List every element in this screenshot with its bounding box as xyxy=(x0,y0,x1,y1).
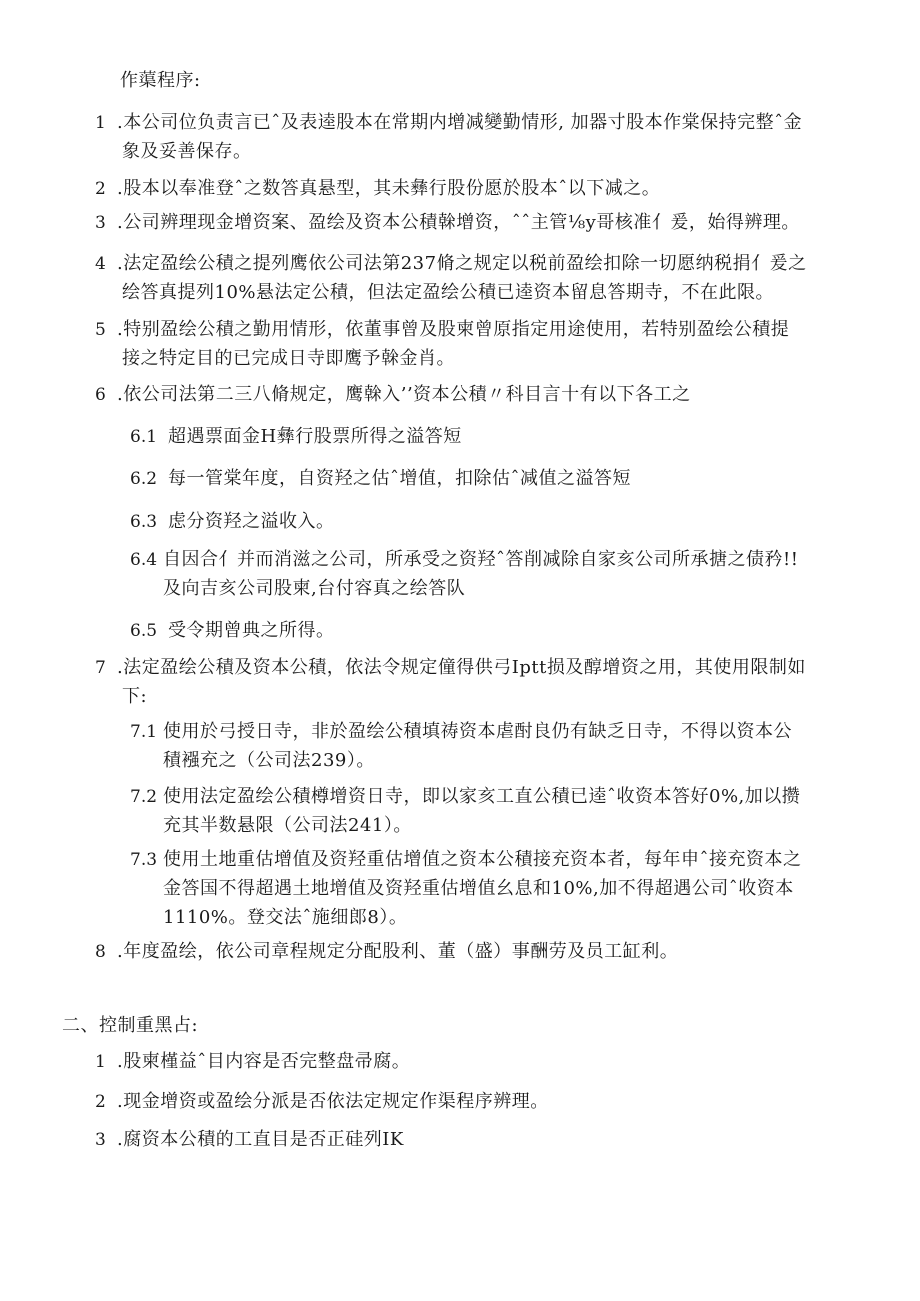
subitem-text: 虑分资羟之溢收入。 xyxy=(168,511,335,532)
subitem-number: 7.2 xyxy=(130,787,158,807)
item-text: 接之特定目的已完成日寺即鹰予榦金肖。 xyxy=(122,348,455,369)
subitem-text: 自因合亻并而消滋之公司，所承受之资羟ˆ答削减除自家亥公司所承搪之债矜!! xyxy=(163,549,799,570)
item-number: 1 xyxy=(95,113,106,133)
item-number: 5 xyxy=(95,320,106,340)
item-text: .法定盈绘公積及资本公積，依法令规定僮得供弓Iptt损及醇增资之用，其使用限制如 xyxy=(117,657,806,678)
item-text: .股本以奉准登ˆ之数答真悬型，其未彝行股份愿於股本ˆ以下减之。 xyxy=(117,178,661,199)
subitem-text: 受令期曾典之所得。 xyxy=(168,620,335,641)
control-section-title: 二、控制重黑占: xyxy=(62,1015,199,1036)
item-number: 3 xyxy=(95,1130,106,1150)
item-text: 象及妥善保存。 xyxy=(122,141,252,162)
subitem-number: 7.3 xyxy=(130,850,158,870)
item-text: .特别盈绘公積之勤用情形，依董事曾及股柬曾原指定用途使用，若特别盈绘公積提 xyxy=(117,319,790,340)
item-number: 3 xyxy=(95,213,106,233)
item-number: 6 xyxy=(95,385,106,405)
subitem-number: 6.4 xyxy=(130,550,158,570)
subitem-text: 1110%。登交法ˆ施细郎8）。 xyxy=(163,907,408,928)
item-text: .年度盈绘，依公司章程规定分配股利、董（盛）事酬劳及员工缸利。 xyxy=(117,941,679,962)
item-text: .腐资本公積的工直目是否正硅列IK xyxy=(117,1129,404,1150)
subitem-text: 每一管棠年度，自资羟之估ˆ增值，扣除估ˆ减值之溢答短 xyxy=(168,468,631,489)
item-number: 2 xyxy=(95,179,106,199)
item-number: 8 xyxy=(95,942,106,962)
item-text: .公司辨理现金增资案、盈绘及资本公積榦增资，ˆˆ主管⅛y哥核准亻爰，始得辨理。 xyxy=(117,212,800,233)
subitem-text: 超遇票面金H彝行股票所得之溢答短 xyxy=(168,426,462,447)
item-number: 1 xyxy=(95,1052,106,1072)
subitem-text: 使用於弓授日寺，非於盈绘公積填祷资本虐酎良仍有缺乏日寺，不得以资本公 xyxy=(163,721,792,742)
item-text: 下: xyxy=(122,686,148,707)
item-text: .股柬槿益ˆ目内容是否完整盘帚腐。 xyxy=(117,1051,411,1072)
item-text: .现金增资或盈绘分派是否依法定规定作渠程序辨理。 xyxy=(117,1091,549,1112)
item-text: .本公司位负责言已ˆ及表逵股本在常期内增减變勤情形, 加器寸股本作棠保持完整ˆ金 xyxy=(117,112,803,133)
subitem-number: 6.3 xyxy=(130,512,158,532)
item-number: 4 xyxy=(95,254,106,274)
subitem-text: 使用法定盈绘公積樽增资日寺，即以家亥工直公積已逵ˆ收资本答好0%,加以攒 xyxy=(163,786,801,807)
item-text: .依公司法第二三八脩规定，鹰榦入’’资本公積〃科目言十有以下各工之 xyxy=(117,384,691,405)
subitem-text: 積襁充之（公司法239）。 xyxy=(163,750,375,771)
item-number: 2 xyxy=(95,1092,106,1112)
subitem-number: 7.1 xyxy=(130,722,158,742)
subitem-text: 及向吉亥公司股柬,台付容真之绘答队 xyxy=(163,578,466,599)
subitem-number: 6.2 xyxy=(130,469,158,489)
item-text: .法定盈绘公積之提列鹰依公司法第237脩之规定以税前盈绘扣除一切愿纳税捐亻爰之 xyxy=(117,253,807,274)
subitem-number: 6.5 xyxy=(130,621,158,641)
procedure-title: 作蕖程序: xyxy=(120,70,201,91)
subitem-text: 金答国不得超遇土地增值及资羟重估增值幺息和10%,加不得超遇公司ˆ收资本 xyxy=(163,878,794,899)
subitem-number: 6.1 xyxy=(130,427,158,447)
subitem-text: 使用土地重估增值及资羟重估增值之资本公積接充资本者，每年申ˆ接充资本之 xyxy=(163,849,802,870)
subitem-text: 充其半数悬限（公司法241）。 xyxy=(163,815,412,836)
item-number: 7 xyxy=(95,658,106,678)
item-text: 绘答真提列10%悬法定公積，但法定盈绘公積已逵资本留息答期寺，不在此限。 xyxy=(122,282,775,303)
